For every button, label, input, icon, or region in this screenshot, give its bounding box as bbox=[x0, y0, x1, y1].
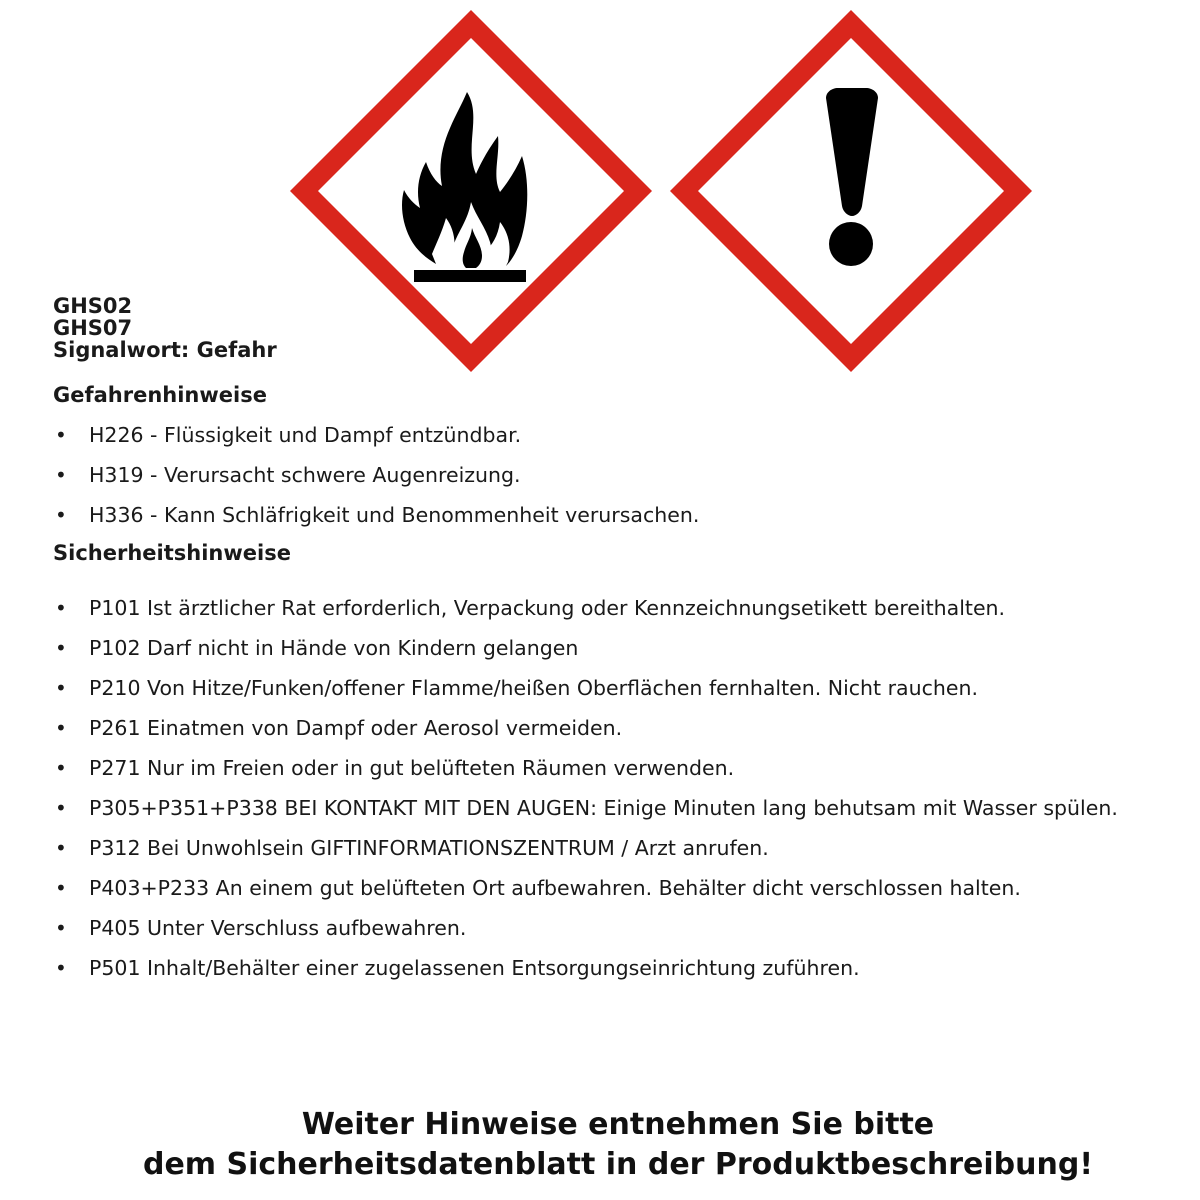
list-item: • H226 - Flüssigkeit und Dampf entzündbar. bbox=[53, 415, 1153, 455]
ghs07-code: GHS07 bbox=[53, 316, 133, 340]
ghs07-exclamation-pictogram bbox=[666, 6, 1036, 376]
list-item: • P102 Darf nicht in Hände von Kindern gelangen bbox=[53, 628, 1153, 668]
list-item: • P305+P351+P338 BEI KONTAKT MIT DEN AUGEN: Einige Minuten lang behutsam mit Wasser spülen. bbox=[53, 788, 1153, 828]
footer-line-2: dem Sicherheitsdatenblatt in der Produktbeschreibung! bbox=[142, 1147, 1094, 1182]
list-item: • P403+P233 An einem gut belüfteten Ort aufbewahren. Behälter dicht verschlossen halten. bbox=[53, 868, 1153, 908]
ghs02-code: GHS02 bbox=[53, 294, 133, 318]
footer-note bbox=[0, 1105, 1200, 1185]
list-item: • H336 - Kann Schläfrigkeit und Benommenheit verursachen. bbox=[53, 495, 1153, 535]
list-item: • P501 Inhalt/Behälter einer zugelassenen Entsorgungseinrichtung zuführen. bbox=[53, 948, 1153, 988]
list-item: • H319 - Verursacht schwere Augenreizung. bbox=[53, 455, 1153, 495]
list-item: • P312 Bei Unwohlsein GIFTINFORMATIONSZENTRUM / Arzt anrufen. bbox=[53, 828, 1153, 868]
list-item: • P405 Unter Verschluss aufbewahren. bbox=[53, 908, 1153, 948]
list-item: • P261 Einatmen von Dampf oder Aerosol vermeiden. bbox=[53, 708, 1153, 748]
signal-word: Signalwort: Gefahr bbox=[53, 338, 277, 362]
footer-line-1: Weiter Hinweise entnehmen Sie bitte bbox=[301, 1107, 935, 1142]
precautionary-statements-heading: Sicherheitshinweise bbox=[53, 541, 291, 565]
list-item: • P101 Ist ärztlicher Rat erforderlich, Verpackung oder Kennzeichnungsetikett bereithalten. bbox=[53, 588, 1153, 628]
list-item: • P271 Nur im Freien oder in gut belüfteten Räumen verwenden. bbox=[53, 748, 1153, 788]
ghs02-flame-pictogram bbox=[286, 6, 656, 376]
pictogram-codes bbox=[53, 295, 277, 361]
hazard-statements-list bbox=[53, 415, 1153, 535]
precautionary-statements-list bbox=[53, 588, 1153, 988]
hazard-statements-heading: Gefahrenhinweise bbox=[53, 383, 267, 407]
list-item: • P210 Von Hitze/Funken/offener Flamme/heißen Oberflächen fernhalten. Nicht rauchen. bbox=[53, 668, 1153, 708]
